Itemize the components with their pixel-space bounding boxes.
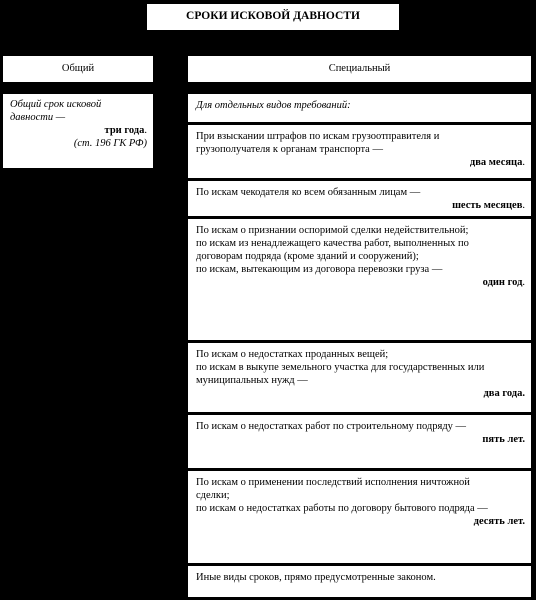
item-term	[196, 156, 525, 169]
item-term	[196, 387, 525, 400]
item-term-value: шесть месяцев	[452, 200, 523, 211]
special-item	[187, 218, 532, 341]
general-term-suffix: .	[144, 125, 147, 136]
special-item	[187, 565, 532, 598]
general-column-header: Общий	[2, 55, 154, 83]
item-term	[196, 515, 525, 528]
item-text-line: При взыскании штрафов по искам грузоотправителя и	[196, 131, 440, 142]
item-text-line: По искам о недостатках работ по строительному подряду —	[196, 421, 467, 432]
general-text-line: давности —	[10, 112, 66, 123]
item-term-suffix: .	[522, 277, 525, 288]
special-item	[187, 470, 532, 564]
item-text-line: по искам, вытекающим из договора перевозки груза —	[196, 264, 443, 275]
special-column-header: Специальный	[187, 55, 532, 83]
item-term	[196, 433, 525, 446]
item-text-line: по искам из ненадлежащего качества работ, выполненных по	[196, 238, 469, 249]
item-term	[196, 199, 525, 212]
item-term-value: пять лет.	[482, 434, 525, 445]
item-term-value: десять лет.	[473, 516, 525, 527]
general-term	[10, 124, 147, 137]
item-text-line: грузополучателя к органам транспорта —	[196, 144, 383, 155]
item-text-line: по искам о недостатках работы по договору бытового подряда —	[196, 503, 488, 514]
item-term-suffix: .	[522, 157, 525, 168]
item-text-line: По искам о применении последствий исполнения ничтожной	[196, 477, 470, 488]
special-item	[187, 414, 532, 469]
item-term-value: два года.	[483, 388, 525, 399]
item-text-line: по искам в выкупе земельного участка для государственных или	[196, 362, 485, 373]
general-text-line: Общий срок исковой	[10, 99, 102, 110]
item-term	[196, 276, 525, 289]
diagram-title: СРОКИ ИСКОВОЙ ДАВНОСТИ	[146, 3, 400, 31]
general-term-value: три года	[104, 125, 145, 136]
item-text-line: По искам о недостатках проданных вещей;	[196, 349, 389, 360]
item-text-line: По искам о признании оспоримой сделки недействительной;	[196, 225, 469, 236]
special-item	[187, 124, 532, 179]
item-term-value: один год	[482, 277, 523, 288]
special-intro-box	[187, 93, 532, 123]
special-intro: Для отдельных видов требований:	[196, 100, 351, 111]
item-text-line: муниципальных нужд —	[196, 375, 308, 386]
special-item	[187, 180, 532, 217]
item-text-line: Иные виды сроков, прямо предусмотренные законом.	[196, 572, 436, 583]
item-term-value: два месяца	[469, 157, 523, 168]
general-citation: (ст. 196 ГК РФ)	[73, 138, 147, 149]
item-text-line: сделки;	[196, 490, 230, 501]
general-term-box	[2, 93, 154, 169]
item-text-line: договорам подряда (кроме зданий и сооружений);	[196, 251, 419, 262]
special-item	[187, 342, 532, 413]
item-term-suffix: .	[522, 200, 525, 211]
item-text-line: По искам чекодателя ко всем обязанным лицам —	[196, 187, 421, 198]
